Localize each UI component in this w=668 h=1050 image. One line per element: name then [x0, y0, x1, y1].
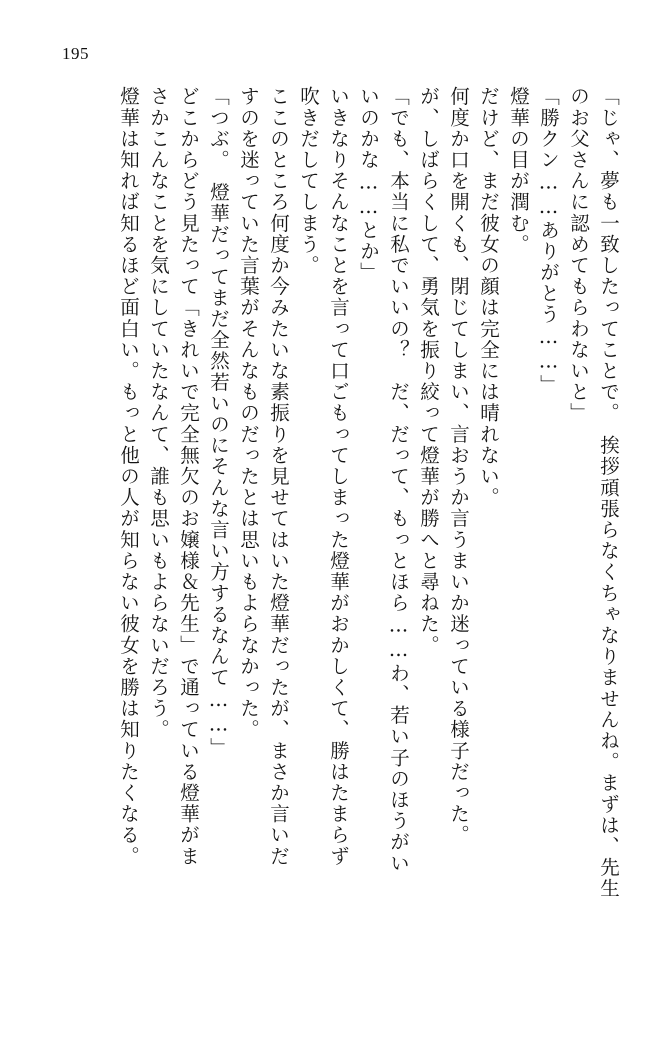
text-line: いのかな……とか」 — [357, 86, 380, 283]
text-line: 「じゃ、夢も一致したってことで。 挨拶頑張らなくちゃなりませんね。まずは、先生 — [597, 86, 620, 900]
text-line: 燈華の目が潤む。 — [507, 86, 530, 255]
text-line: いきなりそんなことを言って口ごもってしまった燈華がおかしくて、勝はたまらず — [327, 86, 350, 867]
text-line: すのを迷っていた言葉がそんなものだったとは思いもよらなかった。 — [237, 86, 260, 741]
vertical-text-body — [48, 86, 618, 986]
text-line: が、しばらくして、勇気を振り絞って燈華が勝へと尋ねた。 — [417, 86, 440, 656]
text-line: ここのところ何度か今みたいな素振りを見せてはいた燈華だったが、まさか言いだ — [267, 86, 290, 867]
text-line: 「勝クン……ありがとう……」 — [537, 86, 560, 396]
page-number: 195 — [62, 44, 89, 63]
text-line: だけど、まだ彼女の顔は完全には晴れない。 — [477, 86, 500, 508]
text-line: のお父さんに認めてもらわないと」 — [567, 86, 590, 424]
text-line: 燈華は知れば知るほど面白い。もっと他の人が知らない彼女を勝は知りたくなる。 — [117, 86, 140, 867]
text-line: 「つぶ。 燈華だってまだ全然若いのにそんな言い方するなんて……」 — [207, 86, 230, 759]
text-line: どこからどう見たって「きれいで完全無欠のお嬢様＆先生」で通っている燈華がま — [177, 86, 200, 867]
text-line: さかこんなことを気にしていたなんて、誰も思いもよらないだろう。 — [147, 86, 170, 741]
text-line: 「でも、本当に私でいいの？ だ、だって、もっとほら……わ、若い子のほうがい — [387, 86, 410, 874]
text-line: 吹きだしてしまう。 — [297, 86, 320, 276]
text-line: 何度か口を開くも、閉じてしまい、言おうか言うまいか迷っている様子だった。 — [447, 86, 470, 846]
